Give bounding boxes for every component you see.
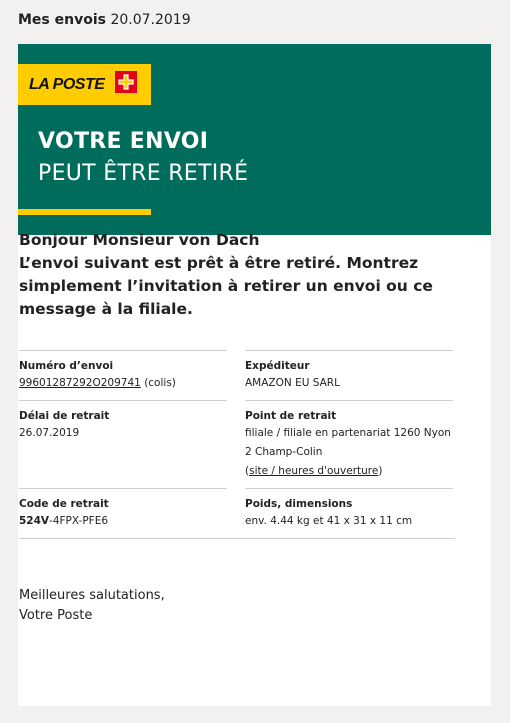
pickup-link-wrap: (site / heures d'ouverture) <box>245 465 383 477</box>
tracking-number-link[interactable]: 99601287292O209741 <box>19 377 141 389</box>
deadline-value: 26.07.2019 <box>19 427 80 439</box>
tracking-value <box>19 374 227 393</box>
banner-accent-bar <box>18 209 151 215</box>
code-bold: 524V <box>19 515 50 527</box>
la-poste-logo <box>18 64 151 105</box>
weight-value: env. 4.44 kg et 41 x 31 x 11 cm <box>245 515 413 527</box>
header-date: 20.07.2019 <box>110 12 191 28</box>
code-cell <box>19 488 227 531</box>
message-text: L’envoi suivant est prêt à être retiré. Montrez simplement l’invitation à retirer un envoi ou ce message à la filiale. <box>19 254 433 318</box>
sender-cell <box>245 350 453 393</box>
tracking-label: Numéro d’envoi <box>19 360 114 372</box>
opening-hours-link[interactable]: site / heures d'ouverture <box>249 465 379 477</box>
pickup-label: Point de retrait <box>245 410 337 422</box>
tracking-cell <box>19 350 227 393</box>
pickup-line1: filiale / filiale en partenariat 1260 Nyon <box>245 427 451 439</box>
code-value <box>19 512 227 531</box>
greeting: Bonjour Monsieur von Dach <box>19 231 260 249</box>
banner-subtitle: PEUT ÊTRE RETIRÉ <box>38 161 249 186</box>
logo-text: LA POSTE <box>29 76 105 93</box>
weight-cell <box>245 488 453 531</box>
banner <box>18 44 491 235</box>
closing <box>19 586 165 626</box>
banner-title: VOTRE ENVOI <box>38 129 209 154</box>
pickup-cell <box>245 400 453 481</box>
pickup-address <box>245 424 453 481</box>
closing-line2: Votre Poste <box>19 608 93 623</box>
deadline-cell <box>19 400 227 443</box>
details-divider <box>19 538 455 539</box>
swiss-cross-icon <box>115 71 137 93</box>
header-label: Mes envois <box>18 12 106 28</box>
intro-message <box>19 229 459 321</box>
sender-value: AMAZON EU SARL <box>245 377 340 389</box>
tracking-type: (colis) <box>144 377 176 389</box>
deadline-label: Délai de retrait <box>19 410 110 422</box>
code-rest: -4FPX-PFE6 <box>49 515 109 527</box>
closing-line1: Meilleures salutations, <box>19 588 165 603</box>
sender-label: Expéditeur <box>245 360 310 372</box>
page-header <box>18 12 191 28</box>
code-label: Code de retrait <box>19 498 109 510</box>
pickup-line2: 2 Champ-Colin <box>245 446 323 458</box>
weight-label: Poids, dimensions <box>245 498 353 510</box>
